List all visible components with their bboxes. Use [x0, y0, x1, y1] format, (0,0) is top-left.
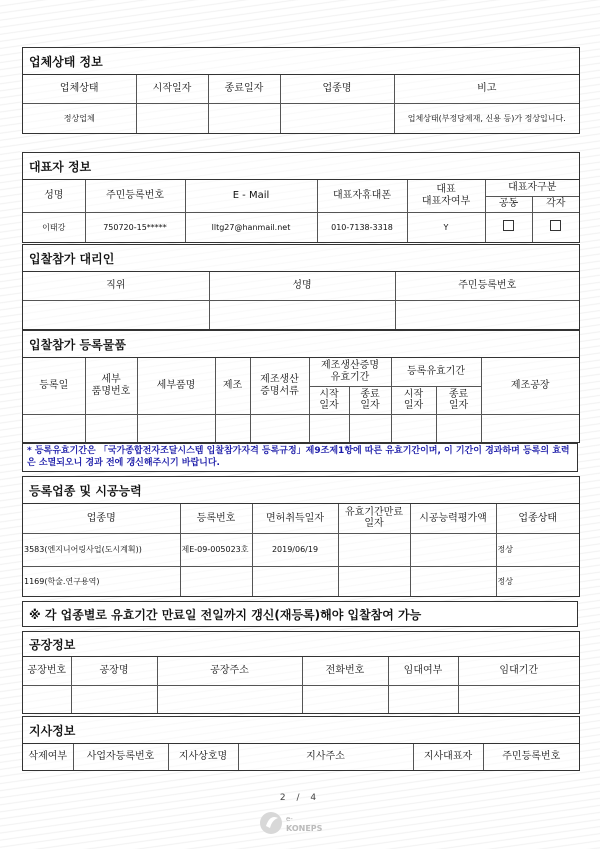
page-total: 4 — [310, 793, 321, 803]
capacity-cell — [410, 533, 496, 566]
header-delete: 삭제여부 — [23, 744, 73, 770]
industry-status-cell: 정상 — [496, 533, 579, 566]
header-name: 성명 — [23, 180, 85, 212]
industry-section — [22, 476, 580, 597]
svg-text:e-: e- — [286, 815, 293, 823]
status-value: 정상업체 — [23, 103, 136, 133]
header-detail-name: 세부품명 — [137, 358, 215, 414]
separate-checkbox[interactable] — [550, 220, 561, 231]
branch-title: 지사정보 — [23, 717, 579, 744]
representative-section — [22, 152, 580, 243]
header-reg-date: 등록일 — [23, 358, 85, 414]
separate-checkbox-cell[interactable] — [532, 212, 579, 242]
capacity-cell — [410, 566, 496, 596]
header-remark: 비고 — [394, 75, 579, 103]
products-section — [22, 330, 580, 443]
end-date-value — [208, 103, 280, 133]
factory-title: 공장정보 — [23, 632, 579, 657]
remark-value: 업체상태(부정당제재, 신용 등)가 정상입니다. — [394, 103, 579, 133]
license-date-cell: 2019/06/19 — [252, 533, 338, 566]
expiry-date-cell — [338, 566, 410, 596]
header-position: 직위 — [23, 272, 209, 300]
header-reg-period: 등록유효기간 — [391, 358, 481, 386]
header-resident-no: 주민등록번호 — [85, 180, 185, 212]
agent-section — [22, 244, 580, 330]
joint-checkbox-cell[interactable] — [485, 212, 532, 242]
industry-value — [280, 103, 394, 133]
header-expiry-date: 유효기간만료 일자 — [338, 504, 410, 533]
header-industry-status: 업종상태 — [496, 504, 579, 533]
page-separator: / — [296, 793, 304, 803]
representative-title: 대표자 정보 — [23, 153, 579, 180]
header-reg-end: 종료 일자 — [436, 386, 481, 414]
header-branch-rep: 지사대표자 — [413, 744, 483, 770]
products-title: 입찰참가 등록물품 — [23, 331, 579, 358]
header-email: E - Mail — [185, 180, 317, 212]
header-cert-period: 제조생산증명 유효기간 — [309, 358, 391, 386]
expiry-date-cell — [338, 533, 410, 566]
start-date-value — [136, 103, 208, 133]
header-license-date: 면허취득일자 — [252, 504, 338, 533]
rep-mobile-value: 010-7138-3318 — [317, 212, 407, 242]
header-joint: 공동 — [485, 196, 532, 212]
header-status: 업체상태 — [23, 75, 136, 103]
header-factory-address: 공장주소 — [157, 657, 302, 685]
header-factory-no: 공장번호 — [23, 657, 71, 685]
header-factory-phone: 전화번호 — [302, 657, 388, 685]
header-industry: 업종명 — [280, 75, 394, 103]
header-maker: 제조 — [215, 358, 250, 414]
page-current: 2 — [279, 793, 290, 803]
header-branch-resident-no: 주민등록번호 — [483, 744, 579, 770]
rep-name-value: 이태강 — [23, 212, 85, 242]
header-branch-name: 지사상호명 — [168, 744, 238, 770]
table-row — [23, 533, 579, 566]
joint-checkbox[interactable] — [503, 220, 514, 231]
header-reg-start: 시작 일자 — [391, 386, 436, 414]
logo-text: KONEPS — [286, 824, 323, 833]
agent-title: 입찰참가 대리인 — [23, 245, 579, 272]
header-reg-no: 등록번호 — [180, 504, 252, 533]
rep-resident-value: 750720-15***** — [85, 212, 185, 242]
table-row — [23, 566, 579, 596]
validity-note: * 등록유효기간은 「국가종합전자조달시스템 입찰참가자격 등록규정」제9조제1항에 따른 유효기간이며, 이 기간이 경과하며 등록의 효력은 소멸되오니 경과 전에 갱신해주시기 바랍니다. — [22, 443, 578, 472]
industry-name-cell: 1169(학술.연구용역) — [23, 566, 180, 596]
reg-no-cell: 제E-09-005023호 — [180, 533, 252, 566]
rep-email-value: lltg27@hanmail.net — [185, 212, 317, 242]
header-rep-type: 대표자구분 — [485, 180, 579, 196]
industry-name-cell: 3583(엔지니어링사업(도시계획)) — [23, 533, 180, 566]
header-agent-name: 성명 — [209, 272, 395, 300]
branch-section — [22, 716, 580, 771]
header-cert-start: 시작 일자 — [309, 386, 349, 414]
header-lease-period: 임대기간 — [458, 657, 579, 685]
header-mobile: 대표자휴대폰 — [317, 180, 407, 212]
business-status-title: 업체상태 정보 — [23, 48, 579, 75]
header-capacity: 시공능력평가액 — [410, 504, 496, 533]
header-lease: 임대여부 — [388, 657, 458, 685]
header-factory: 제조공장 — [481, 358, 579, 414]
industry-title: 등록업종 및 시공능력 — [23, 477, 579, 504]
header-cert: 제조생산 증명서류 — [250, 358, 309, 414]
header-separate: 각자 — [532, 196, 579, 212]
factory-section — [22, 631, 580, 714]
header-end-date: 종료일자 — [208, 75, 280, 103]
renewal-notice: ※ 각 업종별로 유효기간 만료일 전일까지 갱신(재등록)해야 입찰참여 가능 — [22, 601, 578, 627]
header-cert-end: 종료 일자 — [349, 386, 391, 414]
header-detail-no: 세부 품명번호 — [85, 358, 137, 414]
page-number — [0, 793, 600, 803]
header-industry-name: 업종명 — [23, 504, 180, 533]
header-biz-reg-no: 사업자등록번호 — [73, 744, 168, 770]
header-is-representative: 대표 대표자여부 — [407, 180, 485, 212]
header-start-date: 시작일자 — [136, 75, 208, 103]
industry-status-cell: 정상 — [496, 566, 579, 596]
reg-no-cell — [180, 566, 252, 596]
header-agent-resident-no: 주민등록번호 — [395, 272, 579, 300]
rep-is-representative-value: Y — [407, 212, 485, 242]
koneps-logo — [258, 808, 348, 838]
business-status-section — [22, 47, 580, 134]
header-branch-address: 지사주소 — [238, 744, 413, 770]
license-date-cell — [252, 566, 338, 596]
header-factory-name: 공장명 — [71, 657, 157, 685]
